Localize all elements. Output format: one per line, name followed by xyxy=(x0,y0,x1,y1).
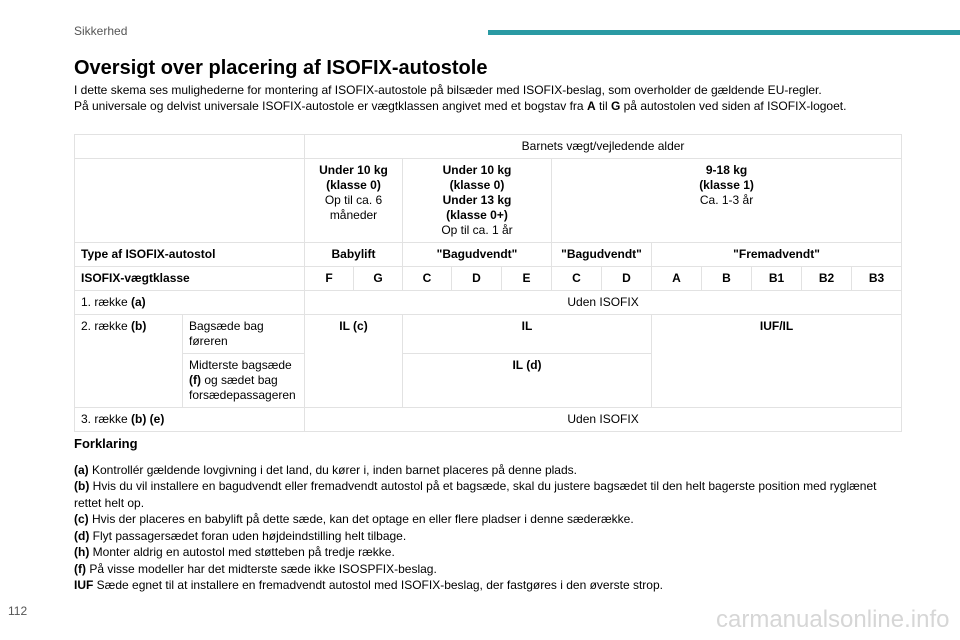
intro xyxy=(74,82,924,114)
row-1-value: Uden ISOFIX xyxy=(305,291,902,315)
class-cell: D xyxy=(602,267,652,291)
class-cell: G xyxy=(354,267,403,291)
type-cell: "Bagudvendt" xyxy=(403,243,552,267)
row-2-forward-facing: IUF/IL xyxy=(652,315,902,408)
table-row-weight-groups xyxy=(75,159,902,243)
row-2-rear-facing: IL xyxy=(403,315,652,354)
weight-group-2: Under 10 kg (klasse 0) Under 13 kg (klasse 0+) Op til ca. 1 år xyxy=(403,159,552,243)
row-3-value: Uden ISOFIX xyxy=(305,408,902,432)
type-cell: Babylift xyxy=(305,243,403,267)
class-cell: E xyxy=(502,267,552,291)
class-cell: F xyxy=(305,267,354,291)
row-3-label: 3. række (b) (e) xyxy=(75,408,305,432)
table-row-classes xyxy=(75,267,902,291)
type-cell: "Bagudvendt" xyxy=(552,243,652,267)
table-row-1 xyxy=(75,291,902,315)
weight-group-3: 9-18 kg (klasse 1) Ca. 1-3 år xyxy=(552,159,902,243)
class-cell: B xyxy=(702,267,752,291)
class-cell: B2 xyxy=(802,267,852,291)
type-label: Type af ISOFIX-autostol xyxy=(75,243,305,267)
intro-line-1: I dette skema ses mulighederne for montering af ISOFIX-autostole på bilsæder med ISOFIX-beslag, som overholder de gældende EU-regler. xyxy=(74,83,822,97)
legend xyxy=(74,436,904,594)
class-cell: A xyxy=(652,267,702,291)
row-2-label: 2. række (b) xyxy=(75,315,183,408)
empty-cell xyxy=(75,135,305,159)
row-1-label: 1. række (a) xyxy=(75,291,305,315)
legend-item: IUF Sæde egnet til at installere en fremadvendt autostol med ISOFIX-beslag, der fastgøres i den øverste strop. xyxy=(74,578,663,592)
row-2-rear-facing-d: IL (d) xyxy=(403,354,652,408)
legend-item: (d) Flyt passagersædet foran uden højdeindstilling helt tilbage. xyxy=(74,528,407,543)
section-label: Sikkerhed xyxy=(74,24,128,38)
page-number: 112 xyxy=(8,604,28,618)
legend-item: (a) Kontrollér gældende lovgivning i det land, du kører i, inden barnet placeres på denne plads. xyxy=(74,462,577,477)
page-title: Oversigt over placering af ISOFIX-autostole xyxy=(74,57,488,79)
class-cell: C xyxy=(403,267,452,291)
legend-item: (c) Hvis der placeres en babylift på dette sæde, kan det optage en eller flere pladser i denne sæderække. xyxy=(74,512,634,526)
class-cell: C xyxy=(552,267,602,291)
watermark: carmanualsonline.info xyxy=(716,606,950,633)
header-accent-bar xyxy=(488,30,960,35)
class-cell: B1 xyxy=(752,267,802,291)
class-label: ISOFIX-vægtklasse xyxy=(75,267,305,291)
weight-group-1: Under 10 kg (klasse 0) Op til ca. 6 måneder xyxy=(305,159,403,243)
weight-header: Barnets vægt/vejledende alder xyxy=(305,135,902,159)
type-cell: "Fremadvendt" xyxy=(652,243,902,267)
empty-cell xyxy=(75,159,305,243)
legend-item: (h) Monter aldrig en autostol med støtteben på tredje række. xyxy=(74,545,395,559)
legend-heading: Forklaring xyxy=(74,436,138,451)
class-cell: B3 xyxy=(852,267,902,291)
legend-item: (b) Hvis du vil installere en bagudvendt eller fremadvendt autostol på et bagsæde, skal du justere bagsædet til den helt bagerste position med ryglænet rettet helt op. xyxy=(74,479,877,510)
row-2-seat-middle: Midterste bagsæde (f) og sædet bag forsædepassageren xyxy=(183,354,305,408)
legend-item: (f) På visse modeller har det midterste sæde ikke ISOSPFIX-beslag. xyxy=(74,561,437,576)
table-row-weight-header xyxy=(75,135,902,159)
class-cell: D xyxy=(452,267,502,291)
row-2-seat-driver: Bagsæde bag føreren xyxy=(183,315,305,354)
isofix-table xyxy=(74,134,902,432)
table-row-2a xyxy=(75,315,902,354)
table-row-types xyxy=(75,243,902,267)
row-2-babylift: IL (c) xyxy=(305,315,403,408)
intro-line-2: På universale og delvist universale ISOFIX-autostole er vægtklassen angivet med et bogstav fra A til G på autostolen ved siden af ISOFIX-logoet. xyxy=(74,99,847,113)
table-row-3 xyxy=(75,408,902,432)
